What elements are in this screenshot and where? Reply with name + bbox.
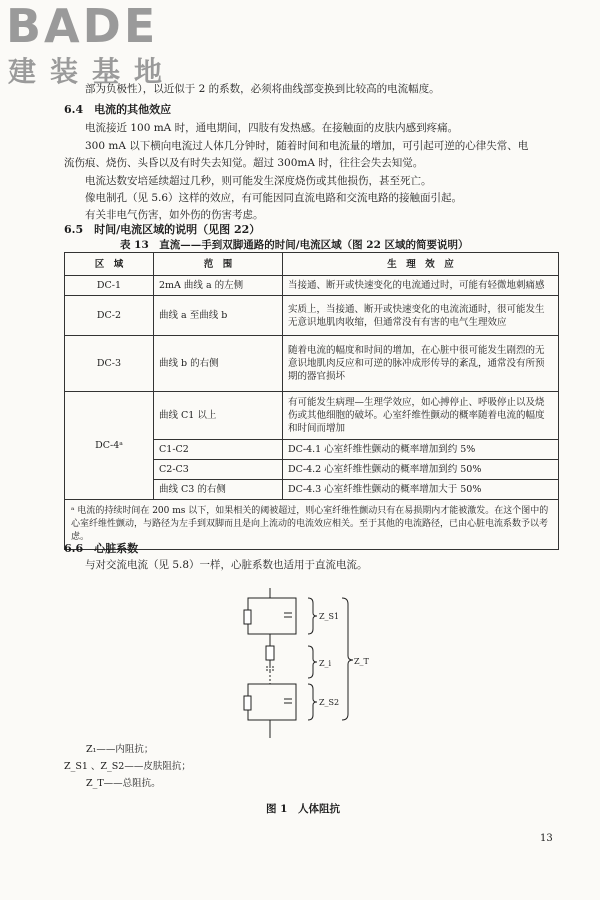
header-zone: 区 域: [65, 253, 154, 276]
table-row: [65, 296, 559, 336]
table-footnote: ᵃ 电流的持续时间在 200 ms 以下，如果相关的阈被超过，则心室纤维性颤动只有在易损期内才能被激发。在这个图中的心室纤维性颤动，与路径为左手到双脚而且是向上流动的电流效应相关。至于其他的电流路径，已由心脏电流系数予以考虑。: [65, 500, 559, 550]
range-cell: C1-C2: [154, 440, 283, 460]
paragraph-2b: 流伤痕、烧伤、头昏以及有时失去知觉。超过 300mA 时，往往会失去知觉。: [64, 157, 424, 169]
table-row: [65, 276, 559, 296]
paragraph-3: 电流达数安培延续超过几秒，则可能发生深度烧伤或其他损伤，甚至死亡。: [85, 175, 432, 187]
range-cell: 曲线 C1 以上: [154, 392, 283, 440]
zone-cell: DC-2: [65, 296, 154, 336]
legend-zs: Z_S1 、Z_S2——皮肤阻抗；: [64, 761, 191, 772]
section-6-6-title: 6.6 心脏系数: [64, 542, 139, 555]
zone-cell: DC-1: [65, 276, 154, 296]
effect-cell: DC-4.1 心室纤维性颤动的概率增加到约 5%: [283, 440, 559, 460]
effect-cell: 有可能发生病理—生理学效应，如心搏停止、呼吸停止以及烧伤或其他细胞的破坏。心室纤维性颤动的概率随着电流的幅度和时间而增加: [283, 392, 559, 440]
table-footnote-row: [65, 500, 559, 550]
range-cell: 曲线 b 的右侧: [154, 336, 283, 392]
legend-zi: Z₁——内阻抗；: [86, 744, 154, 755]
range-cell: 曲线 a 至曲线 b: [154, 296, 283, 336]
table-row: [65, 392, 559, 440]
range-cell: 曲线 C3 的右侧: [154, 480, 283, 500]
effect-cell: 随着电流的幅度和时间的增加，在心脏中很可能发生剧烈的无意识地肌肉反应和可逆的脉冲成形传导的紊乱，通常没有所预期的器官损坏: [283, 336, 559, 392]
label-zt: Z_T: [354, 657, 369, 666]
label-zs1: Z_S1: [319, 612, 340, 621]
logo-chinese: 建装基地: [8, 55, 177, 88]
paragraph-5: 有关非电气伤害，如外伤的伤害考虑。: [85, 209, 264, 221]
table-row: [65, 336, 559, 392]
impedance-circuit-diagram: [230, 588, 410, 748]
section-6-6-text: 与对交流电流（见 5.8）一样，心脏系数也适用于直流电流。: [85, 559, 368, 571]
section-6-4-title: 6.4 电流的其他效应: [64, 103, 172, 116]
header-effect: 生 理 效 应: [283, 253, 559, 276]
logo-brand: BADE: [6, 0, 159, 53]
dc-zone-table: [64, 252, 559, 550]
zone-cell: DC-3: [65, 336, 154, 392]
header-range: 范 围: [154, 253, 283, 276]
table-header-row: [65, 253, 559, 276]
label-zi: Z_i: [319, 659, 332, 668]
range-cell: 2mA 曲线 a 的左侧: [154, 276, 283, 296]
paragraph-1: 电流接近 100 mA 时，通电期间，四肢有发热感。在接触面的皮肤内感到疼痛。: [85, 122, 459, 134]
figure-caption: 图 1 人体阻抗: [266, 803, 340, 815]
section-6-5-title: 6.5 时间/电流区域的说明（见图 22）: [64, 223, 261, 236]
table-caption: 表 13 直流——手到双脚通路的时间/电流区域（图 22 区域的简要说明）: [120, 239, 469, 251]
paragraph-2a: 300 mA 以下横向电流过人体几分钟时，随着时间和电流量的增加，可引起可逆的心律失常、电: [85, 140, 529, 152]
impedance-figure: [230, 588, 410, 748]
legend-zt: Z_T——总阻抗。: [86, 778, 161, 789]
top-line: 部为负极性），以近似于 2 的系数，必须将曲线部变换到比较高的电流幅度。: [85, 83, 440, 95]
paragraph-4: 像电制孔（见 5.6）这样的效应，有可能因同直流电路和交流电路的接触面引起。: [85, 192, 463, 204]
effect-cell: DC-4.3 心室纤维性颤动的概率增加大于 50%: [283, 480, 559, 500]
label-zs2: Z_S2: [319, 698, 340, 707]
page-number: 13: [540, 833, 553, 844]
effect-cell: 当接通、断开或快速变化的电流通过时，可能有轻微地刺痛感: [283, 276, 559, 296]
range-cell: C2-C3: [154, 460, 283, 480]
zone-cell: DC-4ᵃ: [65, 392, 154, 500]
effect-cell: DC-4.2 心室纤维性颤动的概率增加到约 50%: [283, 460, 559, 480]
effect-cell: 实质上，当接通、断开或快速变化的电流流通时，很可能发生无意识地肌肉收缩，但通常没有有害的电气生理效应: [283, 296, 559, 336]
